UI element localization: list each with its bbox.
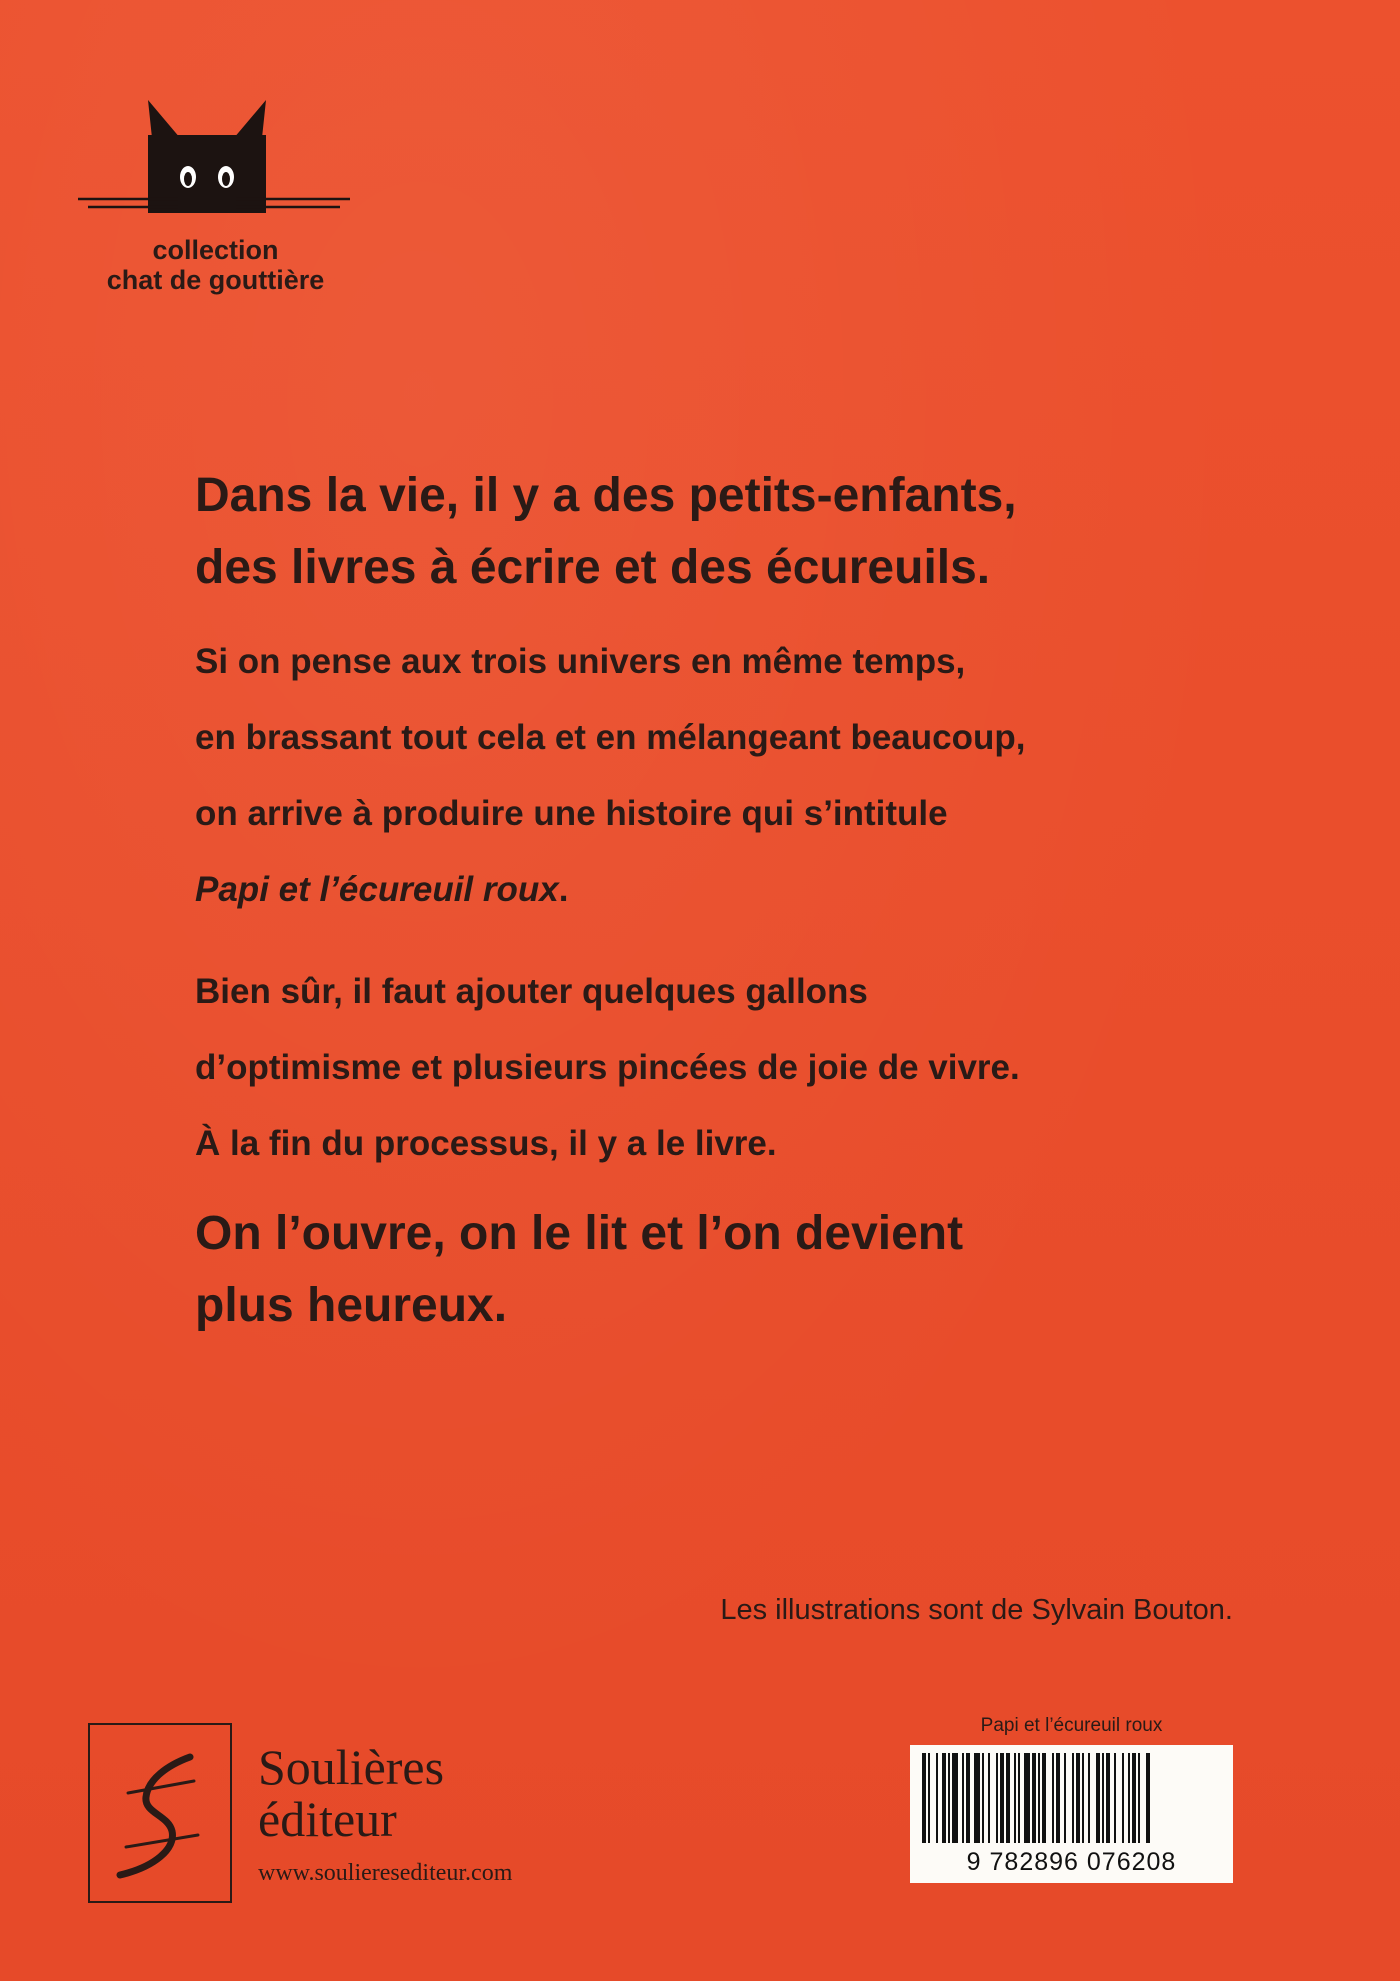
para2-line-2: d’optimisme et plusieurs pincées de joie de vivre.: [195, 1048, 1020, 1087]
lead2-line-1: On l’ouvre, on le lit et l’on devient: [195, 1207, 964, 1260]
publisher-name-line-1: Soulières: [258, 1739, 445, 1795]
para1-period: .: [558, 870, 569, 909]
publisher-monogram: [88, 1723, 232, 1903]
publisher-name-line-2: éditeur: [258, 1791, 397, 1847]
barcode-bars: [918, 1753, 1225, 1843]
collection-logo: [78, 95, 353, 305]
publisher-url[interactable]: www.soulieresediteur.com: [258, 1860, 513, 1886]
para1-line-3: on arrive à produire une histoire qui s’intitule: [195, 794, 948, 833]
illustration-credits: Les illustrations sont de Sylvain Bouton.: [720, 1594, 1233, 1626]
blurb: [195, 460, 1245, 1342]
para2-line-3: À la fin du processus, il y a le livre.: [195, 1124, 777, 1163]
lead2-line-2: plus heureux.: [195, 1279, 508, 1332]
paragraph-2: [195, 954, 1245, 1182]
barcode: [910, 1745, 1233, 1883]
para1-line-1: Si on pense aux trois univers en même temps,: [195, 642, 966, 681]
isbn-number: 9 782896 076208: [966, 1848, 1177, 1876]
collection-line-1: collection: [152, 235, 279, 265]
cat-icon: [78, 95, 353, 225]
lead1-line-1: Dans la vie, il y a des petits-enfants,: [195, 469, 1017, 522]
para1-line-2: en brassant tout cela et en mélangeant beaucoup,: [195, 718, 1026, 757]
book-title: Papi et l’écureuil roux: [195, 870, 559, 909]
collection-name: [78, 235, 353, 295]
para1-line-4: [195, 852, 1245, 928]
barcode-area: [908, 1715, 1235, 1887]
lead-paragraph-1: [195, 460, 1245, 604]
barcode-title: Papi et l’écureuil roux: [980, 1715, 1163, 1736]
s-monogram-icon: [98, 1735, 224, 1895]
lead1-line-2: des livres à écrire et des écureuils.: [195, 541, 991, 594]
collection-line-2: chat de gouttière: [106, 265, 325, 295]
paragraph-1: [195, 624, 1245, 928]
publisher-name: [258, 1741, 444, 1845]
lead-paragraph-2: [195, 1198, 1245, 1342]
para2-line-1: Bien sûr, il faut ajouter quelques gallons: [195, 972, 868, 1011]
publisher-logo: [88, 1723, 648, 1908]
